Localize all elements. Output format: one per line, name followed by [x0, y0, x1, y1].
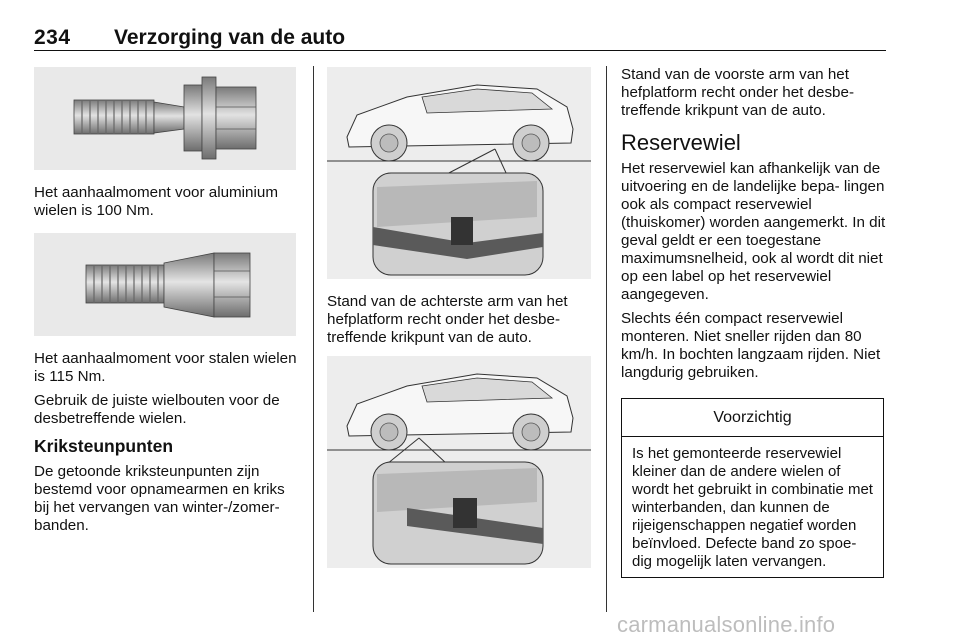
page-title: Verzorging van de auto [114, 26, 346, 49]
rear-lift-arm-illustration [327, 67, 591, 279]
left-column-lower [34, 350, 302, 541]
rear-arm-caption: Stand van de achterste arm van het hefplatform recht onder het desbe- treffende krikpunt van de auto. [327, 293, 568, 346]
jack-points-text: De getoonde kriksteunpunten zijn bestemd voor opnamearmen en kriks bij het vervangen van winter-/zomer- banden. [34, 463, 285, 534]
steel-bolt-illustration [34, 233, 296, 336]
column-divider-1 [313, 66, 314, 612]
aluminium-bolt-illustration [34, 67, 296, 170]
right-column [621, 66, 889, 388]
front-lift-arm-image [327, 356, 591, 568]
steel-wheel-bolt-image [34, 233, 296, 336]
column-divider-2 [606, 66, 607, 612]
steel-torque-caption: Het aanhaalmoment voor stalen wielen is 115 Nm. [34, 350, 297, 385]
spare-wheel-text-2: Slechts één compact reservewiel monteren. Niet sneller rijden dan 80 km/h. In bochten langzaam rijden. Niet langdurig gebruiken. [621, 310, 881, 381]
jack-points-heading: Kriksteunpunten [34, 436, 174, 456]
rear-lift-arm-image [327, 67, 591, 279]
front-arm-caption: Stand van de voorste arm van het hefplatform recht onder het desbe- treffende krikpunt van de auto. [621, 66, 855, 119]
caution-text: Is het gemonteerde reservewiel kleiner dan de andere wielen of wordt het gebruikt in combinatie met winterbanden, dan kunnen de rijeigenschappen negatief worden beïnvloed. Defecte band zo spoe- dig mogelijk laten vervangen. [632, 445, 873, 570]
aluminium-wheel-bolt-image [34, 67, 296, 170]
spare-wheel-heading: Reservewiel [621, 130, 741, 155]
aluminium-torque-caption: Het aanhaalmoment voor aluminium wielen is 100 Nm. [34, 184, 278, 219]
spare-wheel-text-1: Het reservewiel kan afhankelijk van de uitvoering en de landelijke bepa- lingen ook als compact reservewiel (thuiskomer) worden aangemerkt. In dit geval geldt er een toegestane maximumsnelheid, ook al wordt dit niet op een label op het reservewiel aangegeven. [621, 160, 886, 303]
bolt-note: Gebruik de juiste wielbouten voor de desbetreffende wielen. [34, 392, 280, 427]
front-lift-arm-illustration [327, 356, 591, 568]
caution-box [621, 398, 884, 578]
middle-column-text [327, 293, 597, 353]
watermark: carmanualsonline.info [617, 612, 836, 637]
page-number: 234 [34, 26, 71, 49]
caution-title: Voorzichtig [622, 399, 883, 437]
page-header [34, 26, 886, 51]
left-column-upper [34, 184, 300, 226]
